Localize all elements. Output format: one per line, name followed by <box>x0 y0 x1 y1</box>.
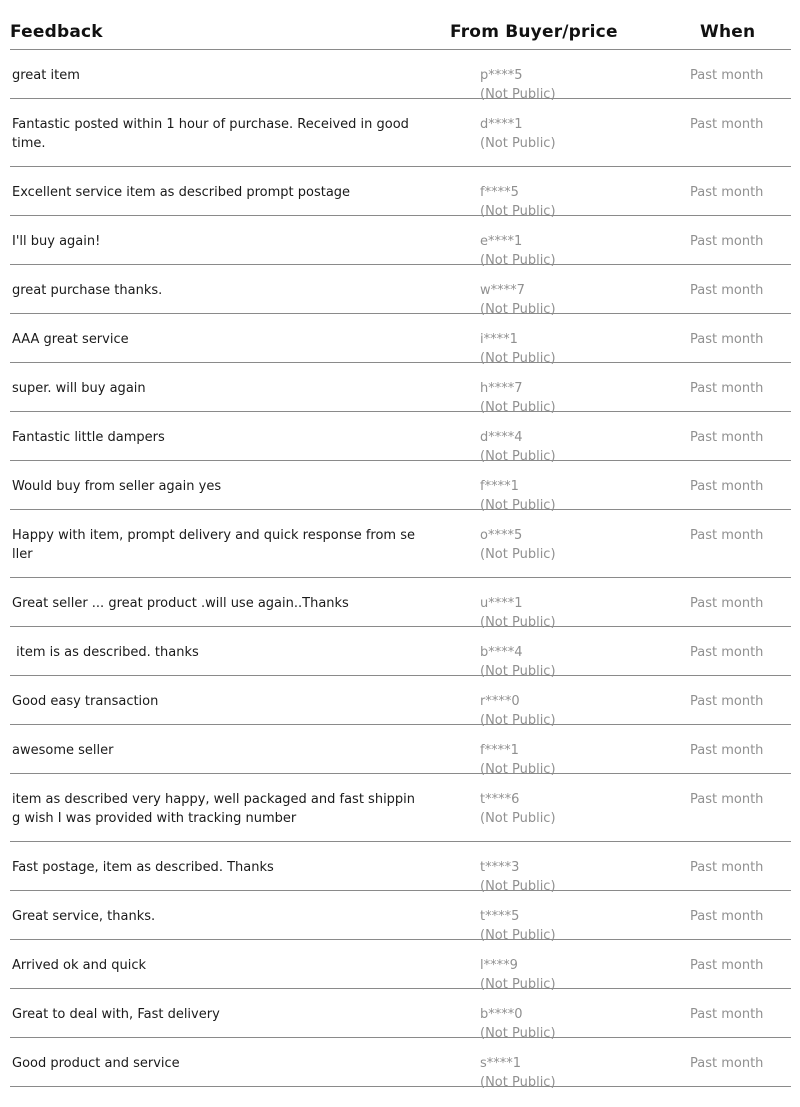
table-row <box>10 578 791 630</box>
feedback-time: Past month <box>690 381 764 396</box>
feedback-text: Good product and service <box>12 1056 180 1071</box>
price-visibility: (Not Public) <box>480 615 556 630</box>
feedback-time: Past month <box>690 958 764 973</box>
price-visibility: (Not Public) <box>480 928 556 943</box>
price-visibility: (Not Public) <box>480 302 556 317</box>
price-visibility: (Not Public) <box>480 1026 556 1041</box>
feedback-time: Past month <box>690 596 764 611</box>
feedback-time: Past month <box>690 234 764 249</box>
table-header <box>10 0 791 50</box>
feedback-text: super. will buy again <box>12 381 146 396</box>
buyer-id: i****1 <box>480 332 518 347</box>
table-row <box>10 265 791 317</box>
feedback-time: Past month <box>690 792 764 807</box>
price-visibility: (Not Public) <box>480 87 556 102</box>
feedback-time: Past month <box>690 645 764 660</box>
price-visibility: (Not Public) <box>480 136 556 151</box>
feedback-text: item as described very happy, well packaged and fast shipping wish I was provided with tracking number <box>12 792 416 826</box>
feedback-time: Past month <box>690 528 764 543</box>
feedback-text: Fantastic little dampers <box>12 430 165 445</box>
buyer-id: b****0 <box>480 1007 523 1022</box>
table-row <box>10 725 791 777</box>
price-visibility: (Not Public) <box>480 664 556 679</box>
buyer-id: d****1 <box>480 117 523 132</box>
feedback-text: Great service, thanks. <box>12 909 156 924</box>
buyer-cell <box>480 790 556 828</box>
table-row <box>10 99 791 167</box>
feedback-text: Fantastic posted within 1 hour of purchase. Received in good time. <box>12 117 414 151</box>
table-row <box>10 676 791 728</box>
price-visibility: (Not Public) <box>480 977 556 992</box>
buyer-id: t****3 <box>480 860 520 875</box>
feedback-time: Past month <box>690 332 764 347</box>
price-visibility: (Not Public) <box>480 811 556 826</box>
buyer-id: t****6 <box>480 792 520 807</box>
feedback-time: Past month <box>690 68 764 83</box>
price-visibility: (Not Public) <box>480 498 556 513</box>
feedback-text: Arrived ok and quick <box>12 958 147 973</box>
feedback-table <box>10 0 791 1090</box>
feedback-time: Past month <box>690 1056 764 1071</box>
price-visibility: (Not Public) <box>480 547 556 562</box>
feedback-time: Past month <box>690 860 764 875</box>
feedback-text: Good easy transaction <box>12 694 159 709</box>
table-row <box>10 167 791 219</box>
feedback-text: Would buy from seller again yes <box>12 479 222 494</box>
table-row <box>10 1038 791 1090</box>
buyer-id: f****1 <box>480 743 519 758</box>
feedback-text: item is as described. thanks <box>12 645 199 660</box>
buyer-id: o****5 <box>480 528 523 543</box>
buyer-id: t****5 <box>480 909 520 924</box>
price-visibility: (Not Public) <box>480 1075 556 1090</box>
feedback-time: Past month <box>690 185 764 200</box>
feedback-text: Happy with item, prompt delivery and quick response from seller <box>12 528 415 562</box>
buyer-id: e****1 <box>480 234 523 249</box>
buyer-id: f****1 <box>480 479 519 494</box>
feedback-time: Past month <box>690 430 764 445</box>
feedback-text: Great to deal with, Fast delivery <box>12 1007 220 1022</box>
buyer-id: r****0 <box>480 694 520 709</box>
buyer-id: b****4 <box>480 645 523 660</box>
table-row <box>10 461 791 513</box>
buyer-cell <box>480 115 556 153</box>
feedback-time: Past month <box>690 117 764 132</box>
feedback-text: Great seller ... great product .will use again..Thanks <box>12 596 349 611</box>
feedback-time: Past month <box>690 743 764 758</box>
table-row <box>10 627 791 679</box>
table-row <box>10 774 791 842</box>
price-visibility: (Not Public) <box>480 713 556 728</box>
feedback-time: Past month <box>690 909 764 924</box>
buyer-cell <box>480 526 556 564</box>
table-row <box>10 842 791 894</box>
buyer-id: s****1 <box>480 1056 522 1071</box>
table-row <box>10 412 791 464</box>
buyer-cell <box>480 1054 556 1092</box>
price-visibility: (Not Public) <box>480 762 556 777</box>
feedback-time: Past month <box>690 283 764 298</box>
table-row <box>10 216 791 268</box>
buyer-id: p****5 <box>480 68 523 83</box>
table-row <box>10 510 791 578</box>
feedback-text: awesome seller <box>12 743 114 758</box>
feedback-text: I'll buy again! <box>12 234 101 249</box>
price-visibility: (Not Public) <box>480 449 556 464</box>
feedback-time: Past month <box>690 694 764 709</box>
feedback-text: great purchase thanks. <box>12 283 163 298</box>
table-row <box>10 363 791 415</box>
buyer-id: h****7 <box>480 381 523 396</box>
table-row <box>10 891 791 943</box>
price-visibility: (Not Public) <box>480 351 556 366</box>
table-row <box>10 940 791 992</box>
feedback-text: Excellent service item as described prompt postage <box>12 185 351 200</box>
table-row <box>10 50 791 102</box>
price-visibility: (Not Public) <box>480 204 556 219</box>
table-row <box>10 989 791 1041</box>
buyer-id: l****9 <box>480 958 518 973</box>
buyer-id: w****7 <box>480 283 525 298</box>
buyer-id: u****1 <box>480 596 523 611</box>
column-header-buyer-price: From Buyer/price <box>450 22 618 42</box>
buyer-id: d****4 <box>480 430 523 445</box>
feedback-time: Past month <box>690 479 764 494</box>
feedback-time: Past month <box>690 1007 764 1022</box>
price-visibility: (Not Public) <box>480 879 556 894</box>
table-row <box>10 314 791 366</box>
feedback-text: Fast postage, item as described. Thanks <box>12 860 274 875</box>
column-header-when: When <box>700 22 756 42</box>
column-header-feedback: Feedback <box>10 22 103 42</box>
buyer-id: f****5 <box>480 185 519 200</box>
feedback-text: AAA great service <box>12 332 129 347</box>
price-visibility: (Not Public) <box>480 400 556 415</box>
feedback-text: great item <box>12 68 80 83</box>
price-visibility: (Not Public) <box>480 253 556 268</box>
